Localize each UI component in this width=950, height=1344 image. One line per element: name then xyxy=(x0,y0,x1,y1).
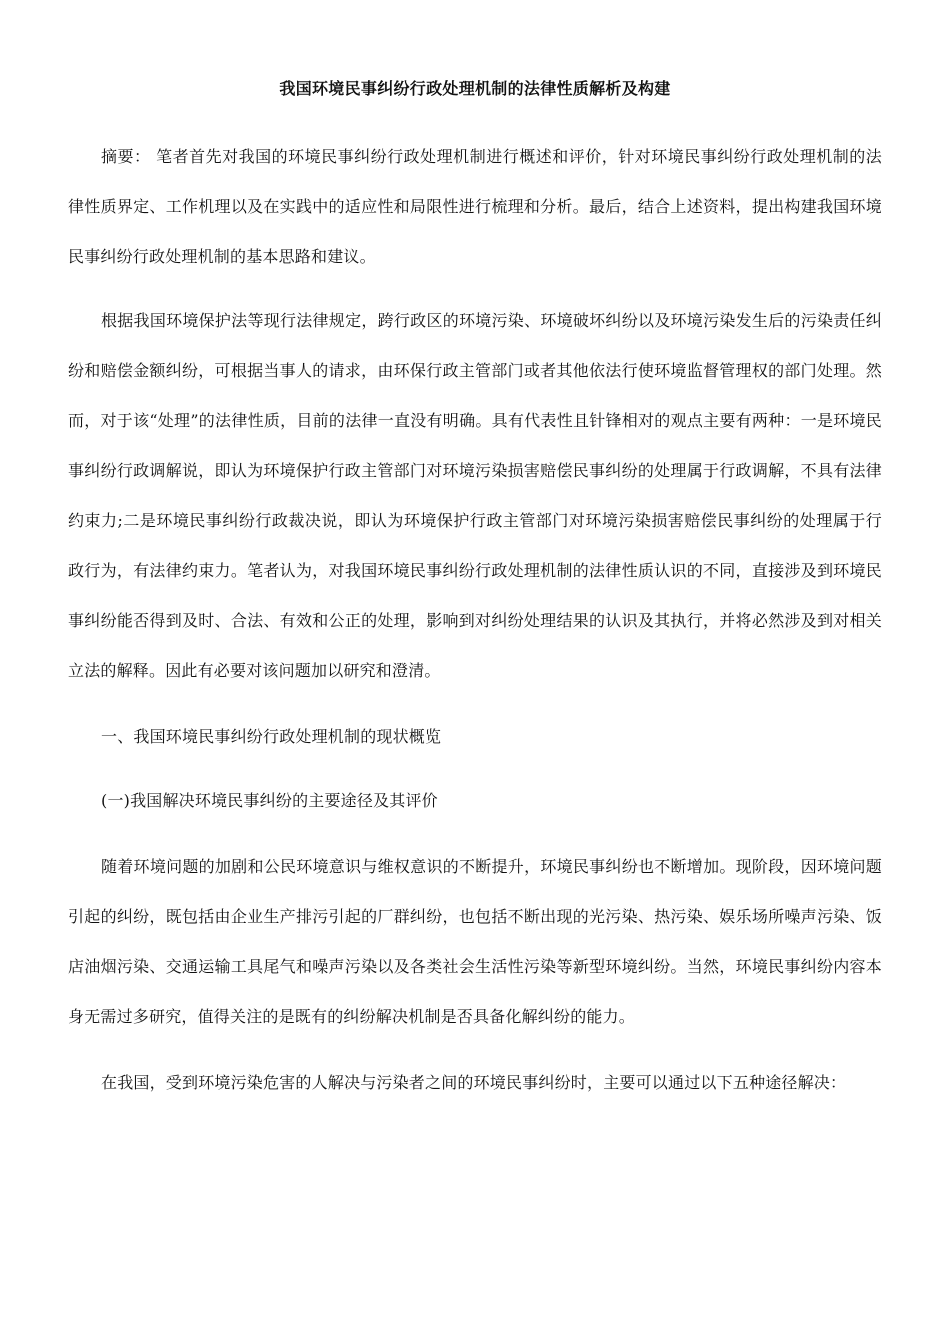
body-paragraph: 随着环境问题的加剧和公民环境意识与维权意识的不断提升，环境民事纠纷也不断增加。现阶段，因环境问题引起的纠纷，既包括由企业生产排污引起的厂群纠纷，也包括不断出现的光污染、热污染、娱乐场所噪声污染、饭店油烟污染、交通运输工具尾气和噪声污染以及各类社会生活性污染等新型环境纠纷。当然，环境民事纠纷内容本身无需过多研究，值得关注的是既有的纠纷解决机制是否具备化解纠纷的能力。 xyxy=(68,857,882,1026)
document-title: 我国环境民事纠纷行政处理机制的法律性质解析及构建 xyxy=(279,79,671,98)
subsection-heading: (一)我国解决环境民事纠纷的主要途径及其评价 xyxy=(101,791,438,810)
abstract-paragraph: 摘要： 笔者首先对我国的环境民事纠纷行政处理机制进行概述和评价，针对环境民事纠纷行政处理机制的法律性质界定、工作机理以及在实践中的适应性和局限性进行梳理和分析。最后，结合上述资料，提出构建我国环境民事纠纷行政处理机制的基本思路和建议。 xyxy=(68,147,882,266)
intro-paragraph: 根据我国环境保护法等现行法律规定，跨行政区的环境污染、环境破坏纠纷以及环境污染发生后的污染责任纠纷和赔偿金额纠纷，可根据当事人的请求，由环保行政主管部门或者其他依法行使环境监督管理权的部门处理。然而，对于该“处理”的法律性质，目前的法律一直没有明确。具有代表性且针锋相对的观点主要有两种：一是环境民事纠纷行政调解说，即认为环境保护行政主管部门对环境污染损害赔偿民事纠纷的处理属于行政调解，不具有法律约束力;二是环境民事纠纷行政裁决说，即认为环境保护行政主管部门对环境污染损害赔偿民事纠纷的处理属于行政行为，有法律约束力。笔者认为，对我国环境民事纠纷行政处理机制的法律性质认识的不同，直接涉及到环境民事纠纷能否得到及时、合法、有效和公正的处理，影响到对纠纷处理结果的认识及其执行，并将必然涉及到对相关立法的解释。因此有必要对该问题加以研究和澄清。 xyxy=(68,311,882,680)
body-paragraph: 在我国，受到环境污染危害的人解决与污染者之间的环境民事纠纷时，主要可以通过以下五种途径解决： xyxy=(101,1073,847,1092)
section-heading: 一、我国环境民事纠纷行政处理机制的现状概览 xyxy=(101,727,442,746)
